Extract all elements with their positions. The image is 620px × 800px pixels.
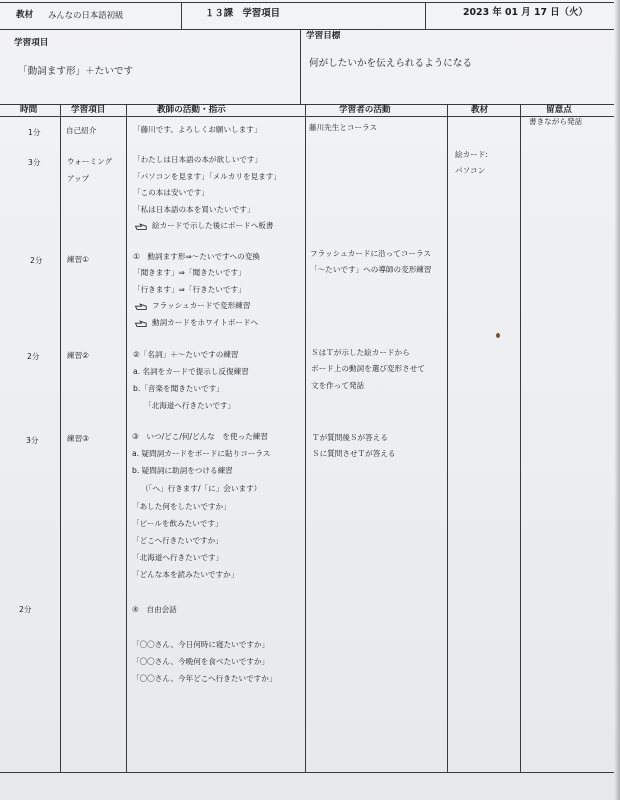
row6-teacher-line2: 「〇〇さん、今日何時に寝たいですか」 [132,640,270,649]
row3-time: 2分 [30,256,43,265]
row4-teacher-line2: a. 名詞をカードで提示し反復練習 [133,367,249,376]
material-label: 教材 [16,10,34,20]
row4-learner-line1: ＳはＴが示した絵カードから [311,348,410,357]
row3-teacher-line5: 動詞カードをホワイトボードへ [152,318,259,327]
border-top [0,2,614,3]
row5-teacher-line3: b. 疑問詞に助詞をつける練習 [132,466,233,475]
row4-item: 練習② [67,351,89,360]
row3-item: 練習① [67,255,89,264]
header-v2 [425,2,426,29]
row3-teacher-line2: 「聞きます」⇒「聞きたいです」 [133,268,246,277]
row6-time: 2分 [19,605,32,614]
col-line-5 [520,104,521,772]
lesson-date: 2023 年 01 月 17 日（火） [463,7,588,18]
row3-learner-line2: 「～たいです」への導師の変形練習 [310,265,432,274]
row2-teacher-line3: 「この本は安いです」 [133,188,209,197]
column-header-divider [0,116,614,117]
row4-teacher-line4: 「北海道へ行きたいです」 [144,401,236,410]
topic-item-label: 学習項目 [14,38,49,48]
col-header-time: 時間 [20,105,38,115]
row6-teacher-line1: ④ 自由会話 [132,605,177,614]
row2-item-line2: アップ [67,174,90,183]
row1-learner: 藤川先生とコーラス [309,123,378,132]
row5-teacher-line4: （「へ」行きます/「に」会います） [141,484,262,493]
topic-goal-value: 何がしたいかを伝えられるようになる [309,58,473,69]
topic-item-value: 「動詞ます形」＋たいです [18,66,134,77]
col-header-teacher: 教師の活動・指示 [157,105,226,115]
row5-learner-line2: Ｓに質問させＴが答える [312,449,396,458]
row1-item: 自己紹介 [66,126,97,135]
row2-teacher-line4: 「私は日本語の本を買いたいです」 [133,205,255,214]
row5-teacher-line9: 「どんな本を読みたいですか」 [132,570,239,579]
col-header-material: 教材 [471,105,489,115]
row2-material-line1: 絵カード: [455,150,488,159]
row4-learner-line3: 文を作って発話 [311,381,365,390]
topic-goal-label: 学習目標 [306,31,341,41]
row3-teacher-line3: 「行きます」⇒「行きたいです」 [133,285,246,294]
topic-v [300,29,301,104]
col-header-learner: 学習者の活動 [339,105,391,115]
row6-teacher-line4: 「〇〇さん、今年どこへ行きたいですか」 [132,674,277,683]
pointing-hand-icon [135,223,147,231]
row1-teacher: 「藤川です。よろしくお願いします」 [133,125,262,134]
page-edge-shadow [614,0,620,800]
paper-stain [496,333,500,338]
row2-item-line1: ウォーミング [67,157,113,166]
row5-teacher-line8: 「北海道へ行きたいです」 [132,553,224,562]
pointing-hand-icon [135,303,147,311]
row5-item: 練習③ [67,434,89,443]
row3-teacher-line4: フラッシュカードで変形練習 [152,301,251,310]
row2-time: 3分 [28,158,41,167]
col-line-1 [60,104,61,772]
row2-teacher-line2: 「パソコンを見ます」「メルカリを見ます」 [133,172,281,181]
row3-teacher-line1: ① 動詞ます形⇒～たいですへの変換 [133,252,260,261]
row5-teacher-line1: ③ いつ/どこ/何/どんな を使った練習 [132,432,268,441]
row5-teacher-line5: 「あした何をしたいですか」 [132,502,231,511]
pointing-hand-icon [135,320,147,328]
row4-time: 2分 [27,352,40,361]
row4-teacher-line1: ②「名詞」＋～たいですの練習 [133,350,239,359]
border-bottom [0,772,614,773]
row1-time: 1分 [28,128,41,137]
header-v1 [181,2,182,29]
row3-learner-line1: フラッシュカードに沿ってコーラス [310,249,431,258]
row4-learner-line2: ボード上の動詞を選び変形させて [311,364,425,373]
row5-teacher-line7: 「どこへ行きたいですか」 [132,536,223,545]
row6-teacher-line3: 「〇〇さん、今晩何を食べたいですか」 [132,657,270,666]
header-divider [0,29,614,30]
col-header-item: 学習項目 [71,105,106,115]
col-line-4 [447,104,448,772]
row5-teacher-line6: 「ビールを飲みたいです」 [132,519,223,528]
lesson-title: １３課 学習項目 [205,8,281,19]
col-line-3 [305,104,306,772]
row5-time: 3分 [26,436,39,445]
row2-material-line2: パソコン [455,166,486,175]
col-line-2 [126,104,127,772]
row2-teacher-line5: 絵カードで示した後にボードへ板書 [152,221,274,230]
row5-learner-line1: Ｔが質問後Ｓが答える [312,433,388,442]
row4-teacher-line3: b.「音楽を聞きたいです」 [133,384,224,393]
row1-notes: 書きながら発話 [529,117,583,126]
row2-teacher-line1: 「わたしは日本語の本が欲しいです」 [133,155,263,164]
col-header-notes: 留意点 [546,105,572,115]
row5-teacher-line2: a. 疑問詞カードをボードに貼りコーラス [132,449,271,458]
material-value: みんなの日本語初級 [48,10,124,20]
